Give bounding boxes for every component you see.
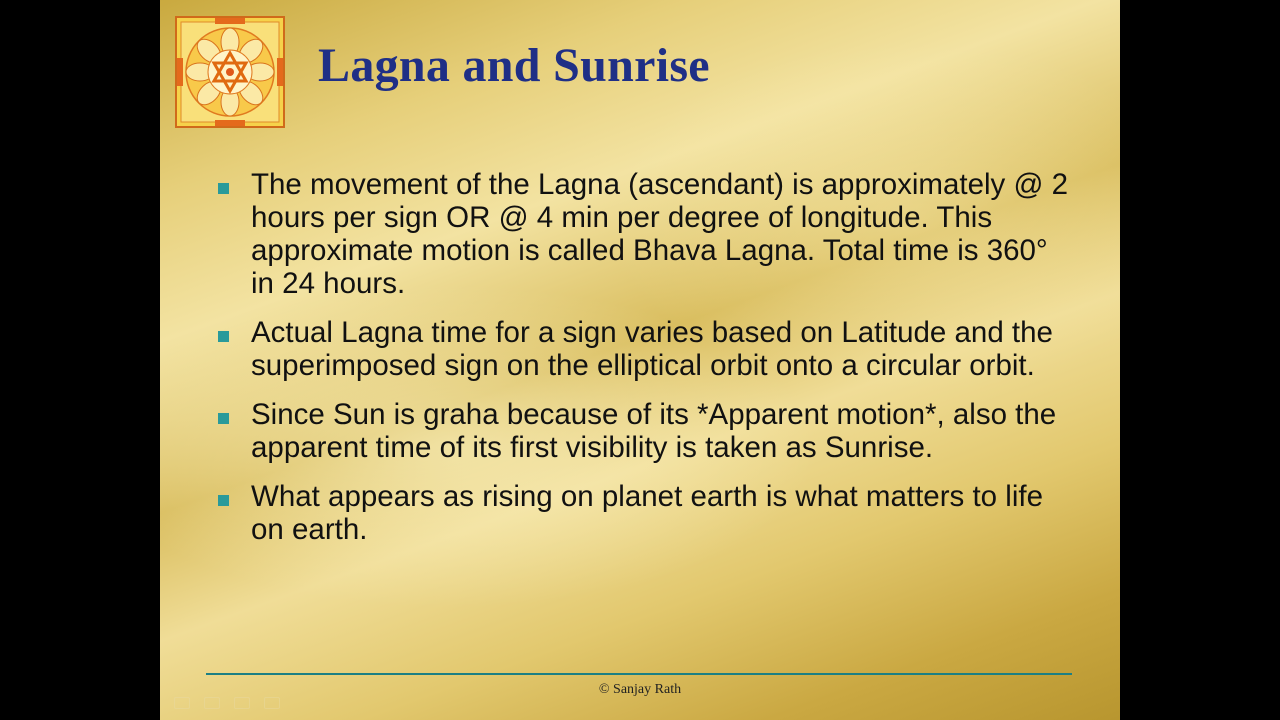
bullet-marker [218, 183, 229, 194]
bullet-list [218, 168, 1078, 562]
bullet-text: The movement of the Lagna (ascendant) is approximately @ 2 hours per sign OR @ 4 min per degree of longitude. This approximate motion is called Bhava Lagna. Total time is 360° in 24 hours. [251, 168, 1069, 300]
slide-title: Lagna and Sunrise [318, 39, 710, 92]
bullet-text: What appears as rising on planet earth is what matters to life on earth. [251, 480, 1043, 546]
pen-icon[interactable] [204, 697, 220, 709]
bullet-item [218, 168, 1078, 300]
bullet-marker [218, 331, 229, 342]
footer-divider [206, 673, 1072, 675]
bullet-marker [218, 495, 229, 506]
bullet-marker [218, 413, 229, 424]
footer-copyright: © Sanjay Rath [598, 682, 682, 697]
next-slide-icon[interactable] [264, 697, 280, 709]
bullet-item [218, 480, 1078, 546]
slide [160, 0, 1120, 720]
bullet-item [218, 398, 1078, 464]
bullet-text: Actual Lagna time for a sign varies based on Latitude and the superimposed sign on the elliptical orbit onto a circular orbit. [251, 316, 1053, 382]
prev-slide-icon[interactable] [174, 697, 190, 709]
yantra-logo-icon [175, 16, 285, 128]
menu-icon[interactable] [234, 697, 250, 709]
bullet-item [218, 316, 1078, 382]
slideshow-nav[interactable] [174, 697, 284, 711]
bullet-text: Since Sun is graha because of its *Apparent motion*, also the apparent time of its first visibility is taken as Sunrise. [251, 398, 1057, 464]
